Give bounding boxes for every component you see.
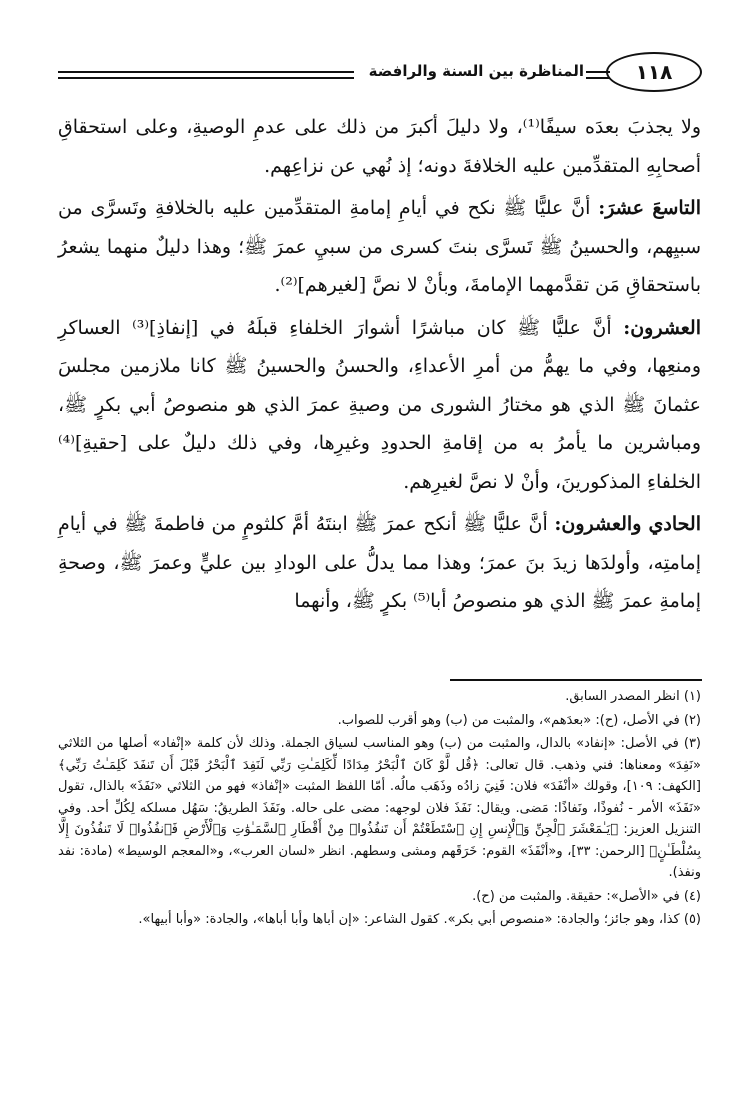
footnote-separator: [450, 679, 702, 681]
footnote: (٢) في الأصل، (ح): «بعدَهم»، والمثبت من (ب) وهو أقرب للصواب.: [337, 712, 701, 728]
paragraph: الحادي والعشرون: أنَّ عليًّا ﷺ أنكح عمرَ ﷺ ابنتَهُ أمَّ كلثومٍ من فاطمةَ ﷺ في أيامِ إمامتِه، وأولدَها زيدَ بنَ عمرَ؛ وهذا مما يدلُّ على الودادِ بين عليٍّ وعمرَ ﷺ، وصحةِ إمامةِ عمرَ ﷺ الذي هو منصوصُ أبا⁽⁵⁾ بكرٍ ﷺ، وأنهما: [58, 513, 701, 612]
running-title: المناظرة بين السنة والرافضة: [368, 62, 584, 80]
paragraph: ولا يجذبَ بعدَه سيفًا⁽¹⁾، ولا دليلَ أكبرَ من ذلك على عدمِ الوصيةِ، وعلى استحقاقِ أصحابِهِ المتقدِّمين عليه الخلافةَ دونه؛ إذ نُهي عن نزاعِهم.: [58, 116, 701, 177]
page-header: [58, 52, 702, 96]
footnote: (٥) كذا، وهو جائز؛ والجادة: «منصوص أبي بكر». كقول الشاعر: «إن أباها وأبا أباها»، والجادة: «وأبا أبيها».: [138, 912, 701, 927]
page-number: ١١٨: [606, 52, 702, 92]
header-rule: [58, 77, 354, 79]
header-rule: [58, 71, 354, 73]
section-heading: العشرون:: [623, 316, 701, 339]
footnote: (٤) في «الأصل»: حقيقة. والمثبت من (ح).: [472, 888, 701, 904]
footnote: (١) انظر المصدر السابق.: [565, 689, 701, 704]
paragraph: التاسعَ عشرَ: أنَّ عليًّا ﷺ نكح في أيامِ إمامةِ المتقدِّمين عليه بالخلافةِ وتَسرَّى من سبيِهم، والحسينُ ﷺ تَسرَّى بنتَ كسرى من سبيِ عمرَ ﷺ؛ وهذا دليلٌ منهما يشعرُ باستحقاقِ مَن تقدَّمهما الإمامةَ، وبأنْ لا نصَّ [لغيرهم]⁽²⁾.: [58, 197, 701, 296]
paragraph: العشرون: أنَّ عليًّا ﷺ كان مباشرًا أشوارَ الخلفاءِ قبلَهُ في [إنفاذِ]⁽³⁾ العساكرِ ومنعِها، وفي ما يهمُّ من أمرِ الأعداءِ، والحسنُ والحسينُ ﷺ كانا ملازمين مجلسَ عثمانَ ﷺ الذي هو مختارُ الشورى من وصيةِ عمرَ الذي هو منصوصُ أبي بكرٍ ﷺ، ومباشرين ما يأمرُ به من إقامةِ الحدودِ وغيرِها، وفي ذلك دليلٌ على [حقيةِ]⁽⁴⁾ الخلفاءِ المذكورينَ، وأنْ لا نصَّ لغيرِهم.: [58, 316, 701, 493]
section-heading: الحادي والعشرون:: [554, 513, 701, 535]
footnotes: [58, 686, 701, 933]
header-rule: [586, 71, 610, 73]
footnote: (٣) في الأصل: «إنفاد» بالدال، والمثبت من (ب) وهو المناسب لسياق الجملة. وذلك لأن كلمة «إنْفاد» أصلها من الثلاثي «نَفِدَ» ومعناها: فني وذهب. قال تعالى: ﴿قُل لَّوْ كَانَ ٱلْبَحْرُ مِدَادًا لِّكَلِمَـٰتِ رَبِّي لَنَفِدَ ٱلْبَحْرُ قَبْلَ أَن تَنفَدَ كَلِمَـٰتُ رَبِّي﴾ [الكهف: ١٠٩]، وقولك «أنْفَدَ» فلان: فَنِيَ زادُه وذَهَب مالُه. أمّا اللفظ المثبت «إنْفاذ» فهو من الثلاثي «نَفَذَ» بالذال، تقول «نَفَذَ» الأمر - نُفوذًا، ونَفاذًا: مَضى. ويقال: نَفَذَ فلان لوجهه: مضى على حاله. ونَفَذَ الطريقُ: سَهُل مسلكه لِكُلِّ أحد. وفي التنزيل العزيز: ﴿يَـٰمَعْشَرَ ٱلْجِنِّ وَٱلْإِنسِ إِنِ ٱسْتَطَعْتُمْ أَن تَنفُذُوا۟ مِنْ أَقْطَارِ ٱلسَّمَـٰوَٰتِ وَٱلْأَرْضِ فَٱنفُذُوا۟ لَا تَنفُذُونَ إِلَّا بِسُلْطَـٰنٍ﴾ [الرحمن: ٣٣]، و«أنْفَذَ» القوم: خَرَقَهم ومشى وسطهم. انظر «لسان العرب»، و«المعجم الوسيط» (مادة: نفد ونفذ).: [58, 736, 701, 880]
section-heading: التاسعَ عشرَ:: [598, 197, 701, 219]
header-rule: [586, 77, 610, 79]
main-text: [58, 108, 701, 621]
